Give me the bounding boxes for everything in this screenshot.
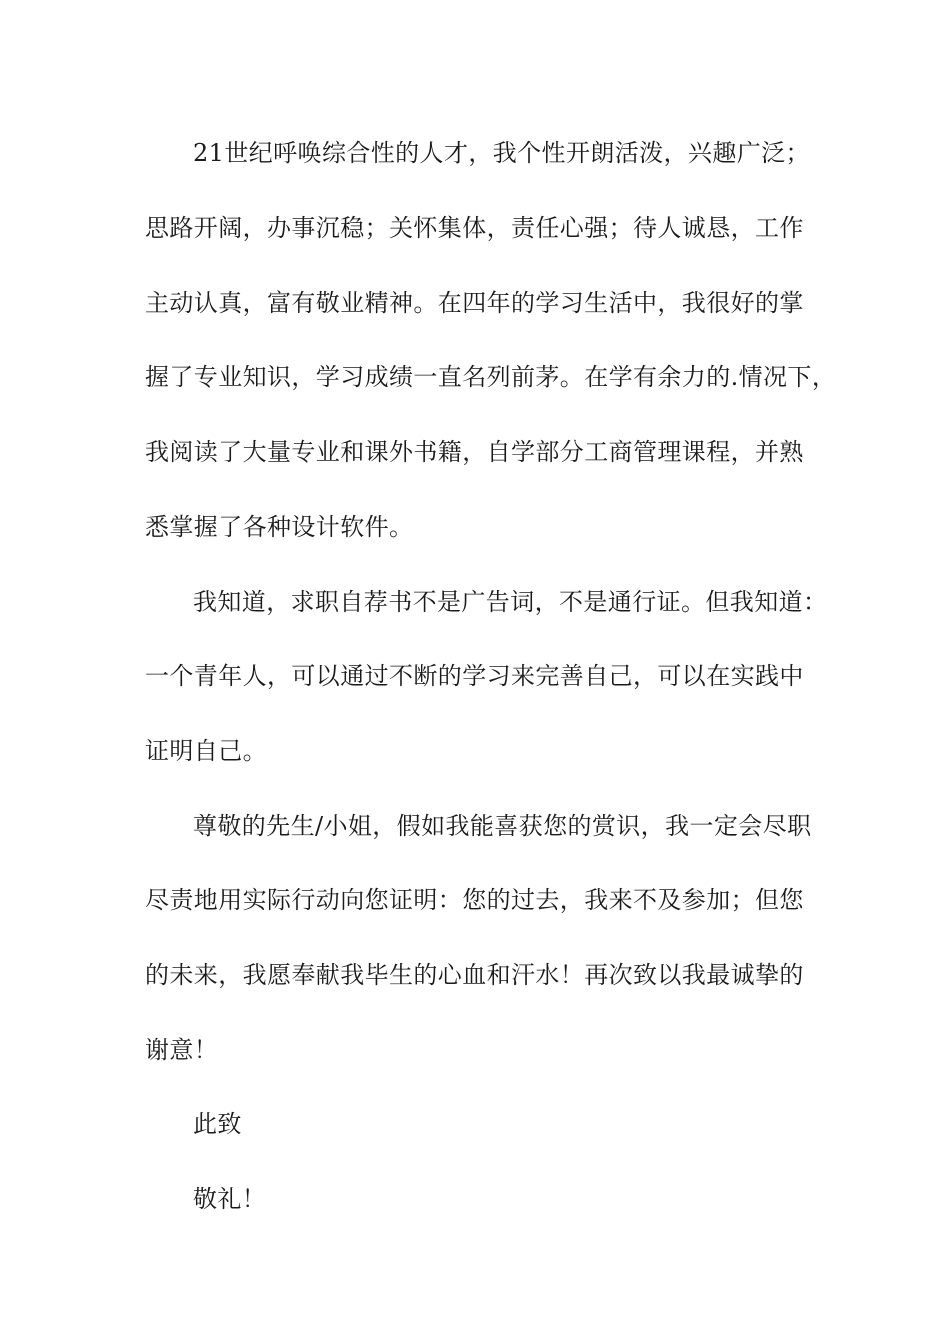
paragraph-3-line-2: 尽责地用实际行动向您证明：您的过去，我来不及参加；但您 bbox=[145, 886, 804, 914]
paragraph-3-line-4: 谢意！ bbox=[145, 1036, 219, 1064]
paragraph-1-line-3: 主动认真，富有敬业精神。在四年的学习生活中，我很好的掌 bbox=[145, 289, 804, 317]
paragraph-2-line-3: 证明自己。 bbox=[145, 737, 267, 765]
paragraph-3-line-3: 的未来，我愿奉献我毕生的心血和汗水！再次致以我最诚挚的 bbox=[145, 961, 804, 989]
paragraph-3-line-1: 尊敬的先生/小姐，假如我能喜获您的赏识，我一定会尽职 bbox=[193, 812, 812, 840]
paragraph-1-line-4: 握了专业知识，学习成绩一直名列前茅。在学有余力的.情况下， bbox=[145, 363, 837, 391]
paragraph-1-line-6: 悉掌握了各种设计软件。 bbox=[145, 513, 414, 541]
paragraph-1-line-1: 21世纪呼唤综合性的人才，我个性开朗活泼，兴趣广泛； bbox=[193, 139, 810, 167]
closing-regards: 敬礼！ bbox=[193, 1185, 267, 1213]
closing-salutation: 此致 bbox=[193, 1110, 242, 1138]
paragraph-1-line-2: 思路开阔，办事沉稳；关怀集体，责任心强；待人诚恳，工作 bbox=[145, 214, 804, 242]
paragraph-2-line-2: 一个青年人，可以通过不断的学习来完善自己，可以在实践中 bbox=[145, 662, 804, 690]
paragraph-1-line-5: 我阅读了大量专业和课外书籍，自学部分工商管理课程，并熟 bbox=[145, 438, 804, 466]
paragraph-2-line-1: 我知道，求职自荐书不是广告词，不是通行证。但我知道： bbox=[193, 588, 828, 616]
